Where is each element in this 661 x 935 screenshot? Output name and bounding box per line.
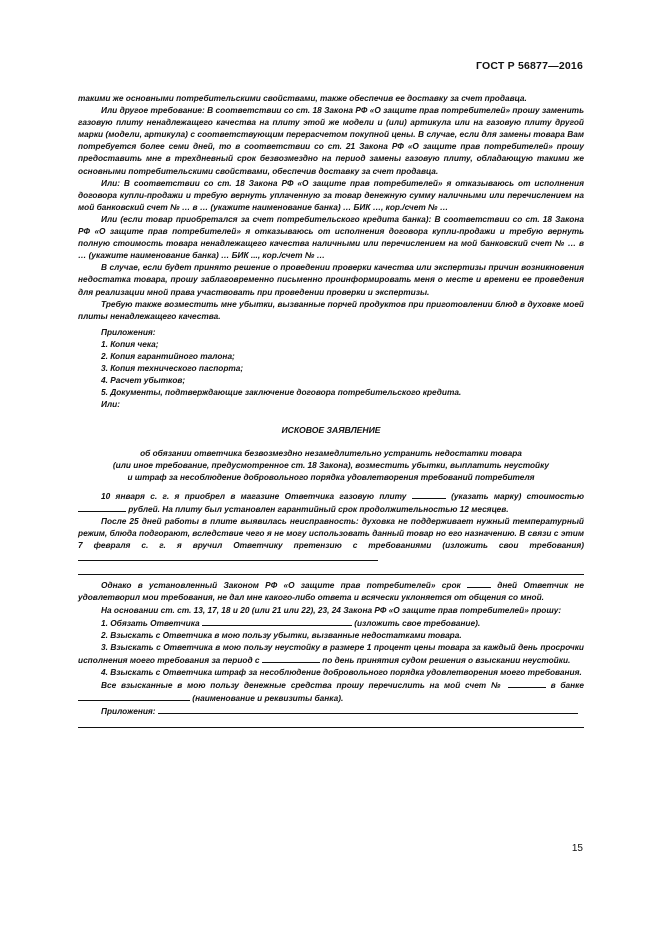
price-blank[interactable] [78, 502, 126, 512]
claim-defect-paragraph [78, 515, 584, 564]
claim-request-4: 4. Взыскать с Ответчика штраф за несоблюдение добровольного порядка удовлетворения моего требования. [101, 667, 582, 678]
claim-purchase-paragraph [78, 489, 584, 515]
attachments-heading: Приложения: [101, 326, 156, 337]
text-run: по день принятия судом решения о взыскании неустойки. [319, 654, 571, 665]
claim-no-response-paragraph [78, 578, 584, 603]
claim-subtitle-line: (или иное требование, предусмотренное ст. 18 Закона), возместить убытки, выплатить неустойку [112, 459, 550, 470]
claim-request-2: 2. Взыскать с Ответчика в мою пользу убытки, вызванные недостатками товара. [101, 629, 462, 640]
claim-subtitle-line: об обязании ответчика безвозмездно незамедлительно устранить недостатки товара [140, 447, 522, 458]
paragraph-continuation: такими же основными потребительскими свойствами, также обеспечив ее доставку за счет продавца. [78, 93, 527, 103]
attachments-blank[interactable] [158, 704, 578, 714]
or-label: Или: [101, 399, 120, 410]
paragraph-damages: Требую также возместить мне убытки, вызванные порчей продуктов при приготовлении блюд в духовке моей плиты ненадлежащего качества. [78, 298, 584, 321]
requirements-blank[interactable] [78, 551, 378, 561]
text-run: в банке [545, 680, 584, 691]
text-run: 3. Взыскать с Ответчика в мою пользу неустойку в размере 1 процент цены товара за каждый день просрочки исполнения моего требования за период с [78, 641, 584, 665]
claim-request-1 [78, 616, 584, 629]
paragraph-quality-check: В случае, если будет принято решение о проведении проверки качества или экспертизы причин возникновения недостатка товара, прошу заблаговременно письменно проинформировать меня о месте и времени ее проведения для реализации мной права участвовать при проведении проверки и экспертизы. [78, 262, 584, 297]
text-run: После 25 дней работы в плите выявилась неисправность: духовка не поддерживает нужный температурный режим, блюда подгорают, вследствие чего я не могу использовать данный товар но его назначению. В связи с этим 7 февраля с. г. я вручил Ответчику претензию с требованиями (изложить свои требования) [78, 516, 584, 551]
text-run: (изложить свое требование). [351, 617, 481, 628]
attachment-item: 5. Документы, подтверждающие заключение договора потребительского кредита. [101, 387, 462, 398]
page-number: 15 [571, 843, 583, 854]
text-run: Все взысканные в мою пользу денежные средства прошу перечислить на мой счет № [101, 680, 508, 691]
text-run: Однако в установленный Законом РФ «О защите прав потребителей» срок [101, 580, 467, 591]
claim-request-3 [78, 641, 584, 666]
claim-subtitle-line: и штраф за несоблюдение добровольного порядка удовлетворения требований потребителя [127, 471, 535, 482]
claim-subtitle [78, 447, 584, 483]
paragraph-refund: Или: В соответствии со ст. 18 Закона РФ «О защите прав потребителей» я отказываюсь от исполнения договора купли-продажи и требую вернуть уплаченную за товар денежную сумму наличными или перечислением на мой банковский счет № … в … (укажите наименование банка) … БИК …, кор./счет № … [78, 177, 584, 212]
attachment-item: 2. Копия гарантийного талона; [101, 350, 235, 361]
attachment-item: 3. Копия технического паспорта; [101, 363, 244, 374]
claim-bank-paragraph [78, 678, 584, 704]
document-body [78, 92, 584, 728]
attachment-item: 4. Расчет убытков; [101, 375, 186, 386]
paragraph-credit-refund: Или (если товар приобретался за счет потребительского кредита банка): В соответствии со ст. 18 Закона РФ «О защите прав потребителей» я отказываюсь от исполнения договора купли-продажи и требую вернуть полную стоимость товара ненадлежащего качества наличными или перечислением на мой банковский счет № … в … (укажите наименование банка) … БИК ..., кор./счет № … [78, 213, 584, 261]
text-run: 1. Обязать Ответчика [101, 617, 202, 628]
paragraph-alt-requirement: Или другое требование: В соответствии со ст. 18 Закона РФ «О защите прав потребителей» прошу заменить газовую плиту ненадлежащего качества на плиту этой же модели и (или) артикула или на газовую плиту другой марки (модели, артикула) с соответствующим перерасчетом покупной цены. В случае, если для замены товара Вам потребуется более семи дней, то в соответствии со ст. 21 Закона РФ «О защите прав потребителей» прошу предоставить мне в трехдневный срок безвозмездно на период замены газовую плиту, обладающую такими же основными потребительскими свойствами, обеспечив доставку за счет продавца. [78, 105, 584, 176]
attachment-item: 1. Копия чека; [101, 338, 159, 349]
claim-legal-basis: На основании ст. ст. 13, 17, 18 и 20 (или 21 или 22), 23, 24 Закона РФ «О защите прав потребителей» прошу: [101, 604, 562, 615]
text-run: (указать марку) стоимостью [445, 490, 584, 501]
attachments-blank-line[interactable] [78, 717, 584, 728]
requirement-blank[interactable] [202, 616, 352, 626]
requirements-blank-line[interactable] [78, 564, 584, 575]
claim-attachments [78, 704, 584, 717]
days-blank[interactable] [467, 578, 491, 588]
text-run: (наименование и реквизиты банка). [190, 693, 344, 704]
text-run: дней Ответчик не удовлетворил мои требования, не дал мне какого-либо ответа и всячески уклоняется от общения со мной. [78, 580, 585, 603]
bank-name-blank[interactable] [78, 691, 190, 701]
account-number-blank[interactable] [508, 678, 546, 688]
text-run: 10 января с. г. я приобрел в магазине Ответчика газовую плиту [101, 490, 412, 501]
text-run: Приложения: [101, 706, 158, 717]
stove-brand-blank[interactable] [412, 489, 446, 499]
claim-title: ИСКОВОЕ ЗАЯВЛЕНИЕ [281, 425, 381, 436]
standard-header: ГОСТ Р 56877—2016 [475, 60, 583, 72]
period-start-blank[interactable] [262, 653, 320, 663]
text-run: рублей. На плиту был установлен гарантийный срок продолжительностью 12 месяцев. [126, 503, 509, 514]
